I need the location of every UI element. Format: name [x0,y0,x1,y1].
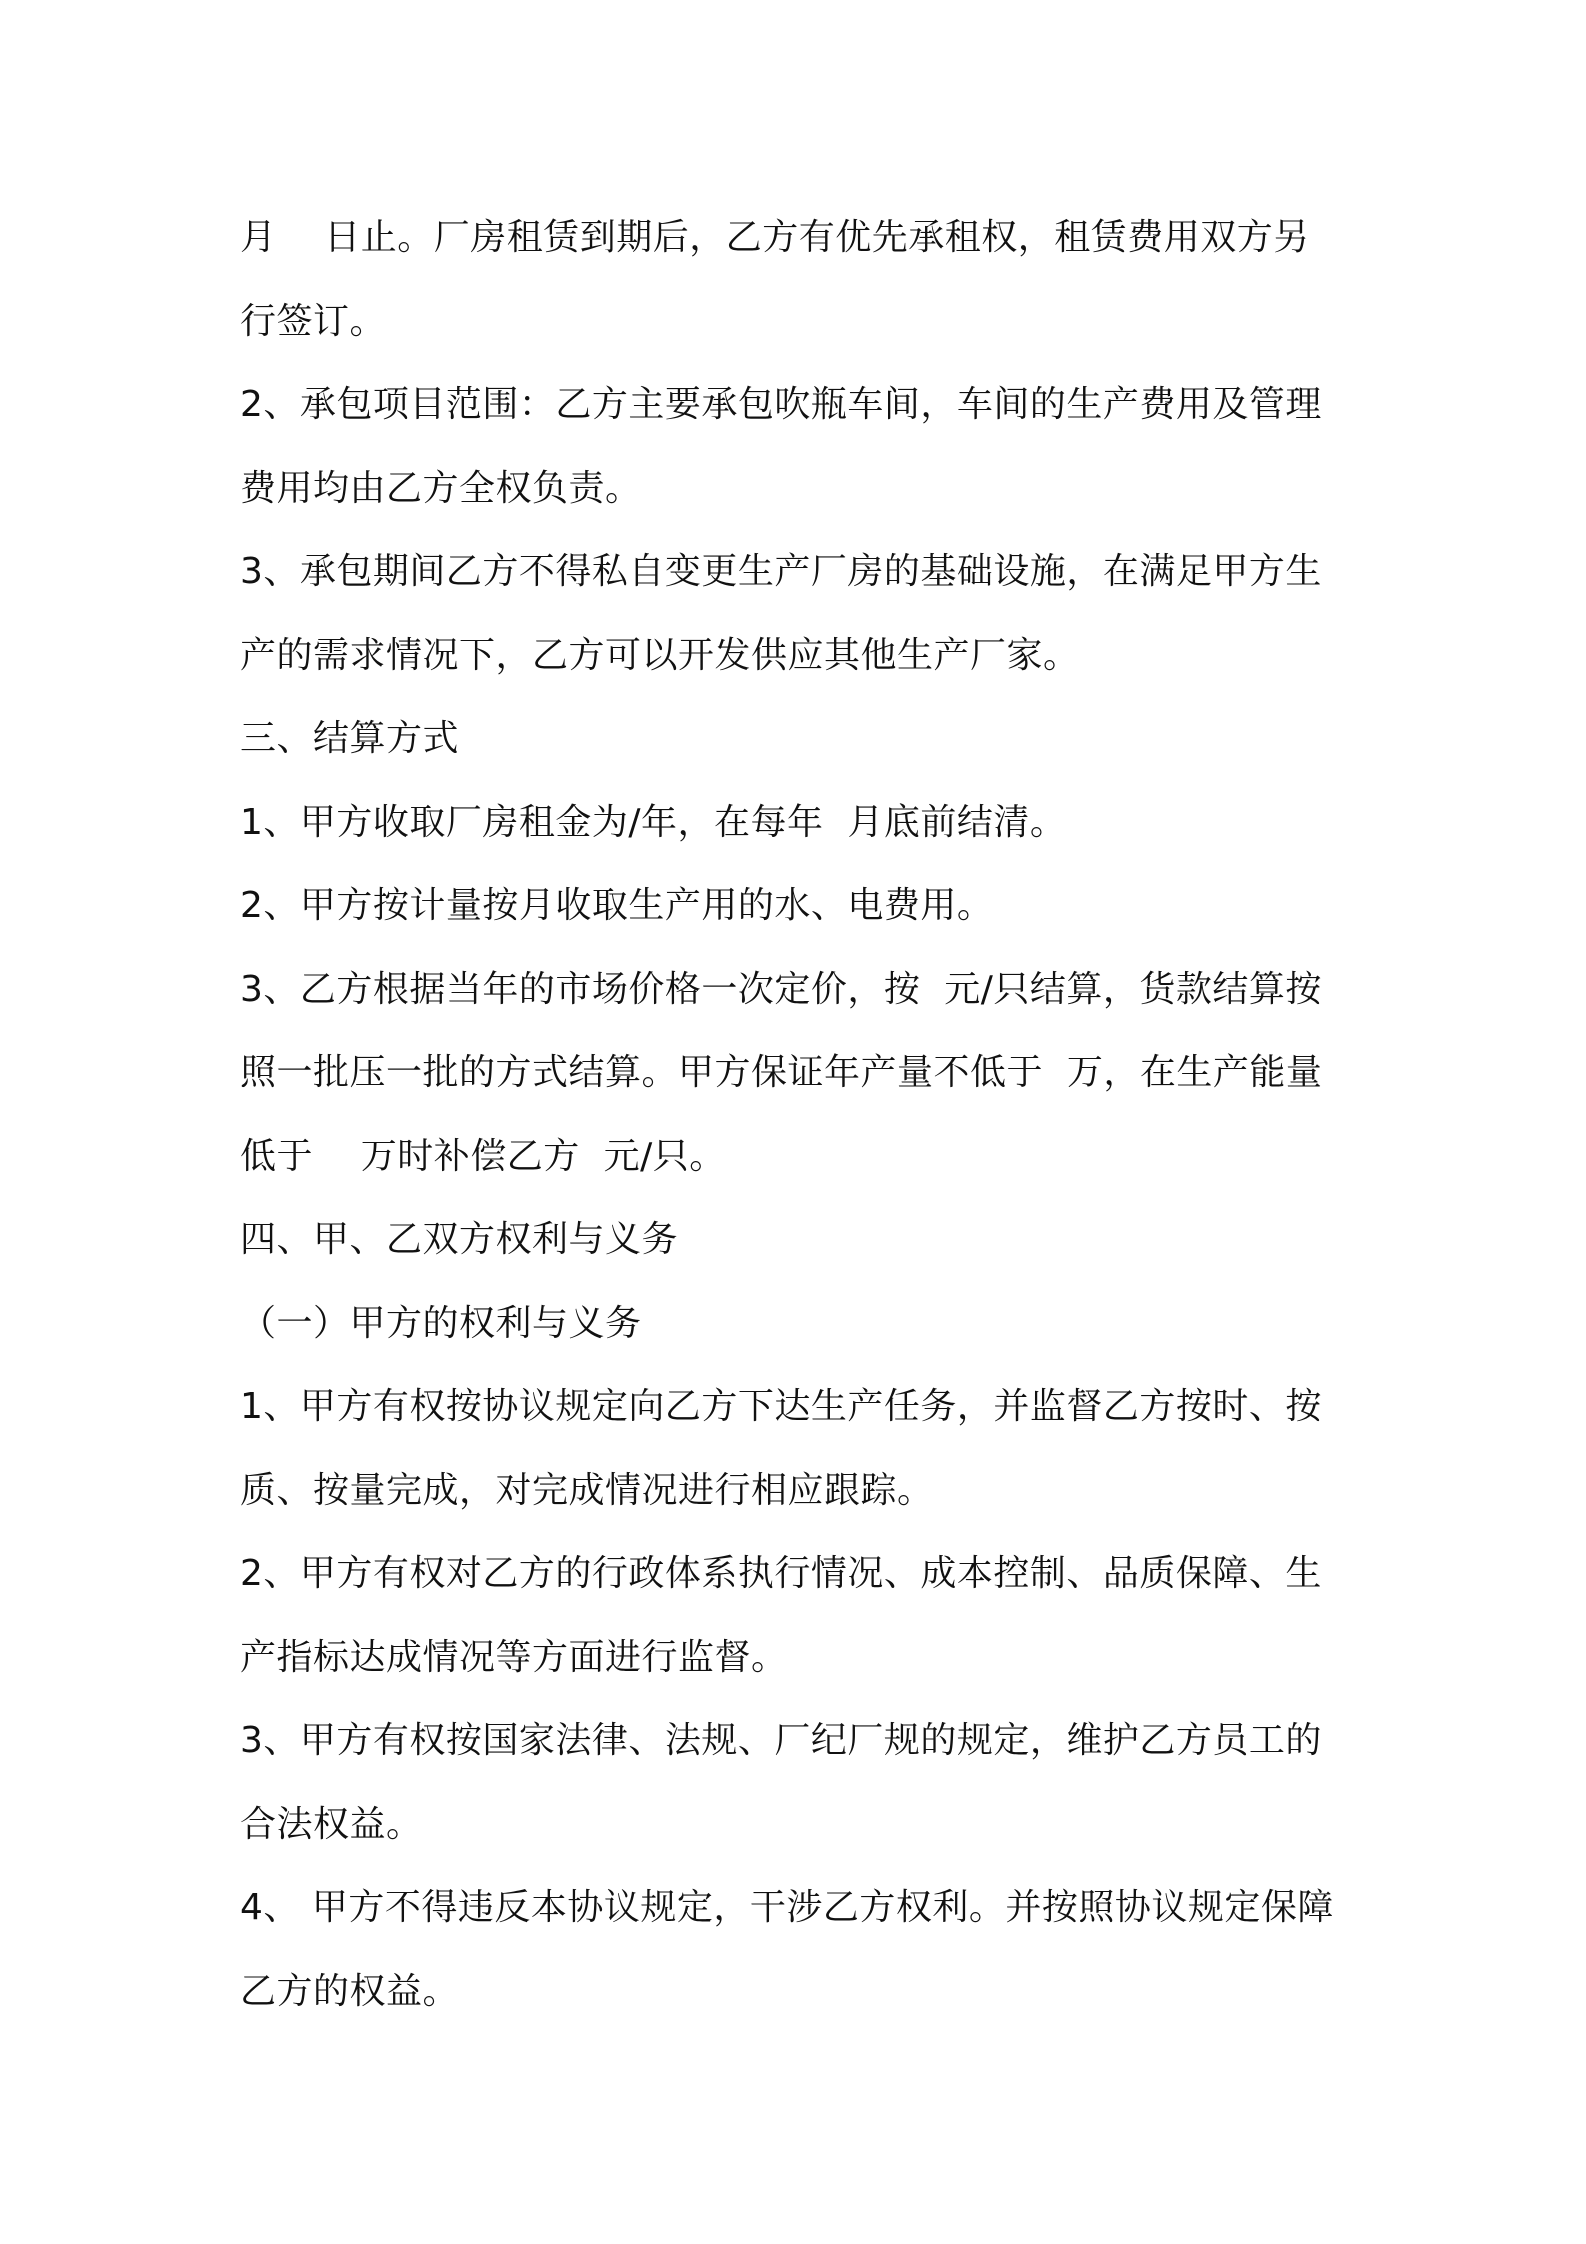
text-line: 3、乙方根据当年的市场价格一次定价，按 元/只结算，货款结算按 [240,968,1322,1010]
section-heading: 三、结算方式 [240,718,460,759]
text-line: 1、甲方收取厂房租金为/年，在每年 月底前结清。 [240,801,1067,843]
text-line: 照一批压一批的方式结算。甲方保证年产量不低于 万，在生产能量 [240,1052,1323,1093]
text-line: 4、 甲方不得违反本协议规定，干涉乙方权利。并按照协议规定保障 [240,1887,1334,1928]
text-line: 月 日止。厂房租赁到期后，乙方有优先承租权，租赁费用双方另 [240,217,1310,258]
text-line: 合法权益。 [240,1803,423,1845]
text-line: 产的需求情况下，乙方可以开发供应其他生产厂家。 [240,634,1080,676]
text-line: 费用均由乙方全权负责。 [240,467,642,509]
text-line: 2、承包项目范围：乙方主要承包吹瓶车间，车间的生产费用及管理 [240,384,1322,425]
text-line: 低于 万时补偿乙方 元/只。 [240,1135,726,1177]
text-line: 乙方的权益。 [240,1970,460,2012]
text-line: 3、甲方有权按国家法律、法规、厂纪厂规的规定，维护乙方员工的 [240,1720,1322,1761]
text-line: 行签订。 [240,300,387,342]
text-line: 1、甲方有权按协议规定向乙方下达生产任务，并监督乙方按时、按 [240,1386,1322,1427]
text-line: 产指标达成情况等方面进行监督。 [240,1636,788,1678]
text-line: 2、甲方有权对乙方的行政体系执行情况、成本控制、品质保障、生 [240,1553,1322,1594]
text-line: 质、按量完成，对完成情况进行相应跟踪。 [240,1469,934,1511]
document-body [240,196,1360,2033]
text-line: 3、承包期间乙方不得私自变更生产厂房的基础设施，在满足甲方生 [240,551,1322,592]
text-line: 2、甲方按计量按月收取生产用的水、电费用。 [240,885,994,926]
subsection-heading: （一）甲方的权利与义务 [240,1302,642,1344]
section-heading: 四、甲、乙双方权利与义务 [240,1219,679,1260]
